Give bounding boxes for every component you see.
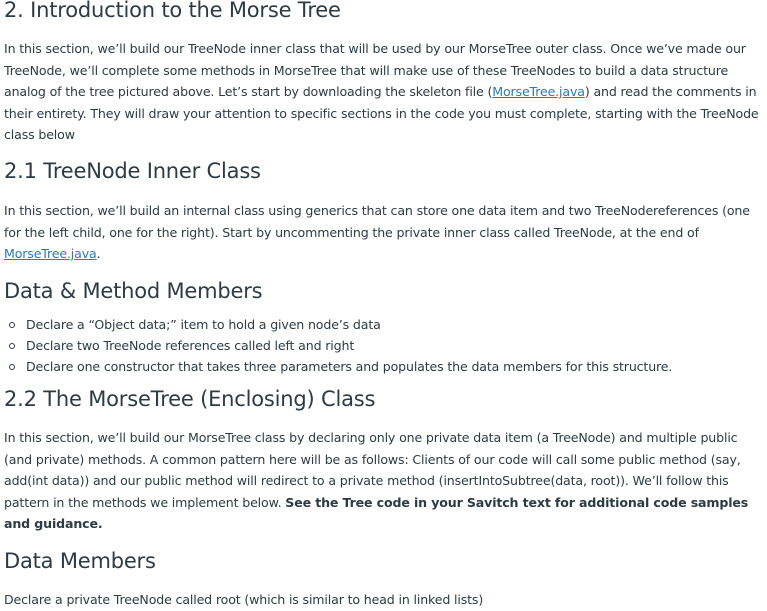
morsetree-bold-note: See the Tree code in your Savitch text for additional code samples and guidance. [4,494,749,532]
list-item: Declare a “Object data;” item to hold a given node’s data [26,314,672,335]
treenode-text-end: . [96,246,101,262]
morsetree-java-link[interactable]: MorseTree.java [492,84,585,100]
paragraph-morsetree [4,427,764,535]
paragraph-introduction [4,38,764,146]
heading-morsetree-class: 2.2 The MorseTree (Enclosing) Class [4,387,376,411]
morsetree-text: In this section, we’ll build our MorseTree class by declaring only one private data item (a TreeNode) and multiple public (and private) methods. A common pattern here will be as follows: Clients of our code will call some public method (say, add(int data)) and our public method will redirect to a private method (insertIntoSubtree(data, root)). We’ll follow this pattern in the methods we implement below. [4,430,741,510]
paragraph-data-members: Declare a private TreeNode called root (which is similar to head in linked lists) [4,592,484,607]
list-item: Declare one constructor that takes three parameters and populates the data members for this structure. [26,356,672,377]
intro-text-start: In this section, we’ll build our TreeNode inner class that will be used by our MorseTree outer class. Once we’ve made our TreeNode, we’ll complete some methods in MorseTree that will make use of these TreeNodes to build a data structure analog of the tree pictured above. Let’s start by downloading the skeleton file ( [4,41,746,100]
heading-data-method-members: Data & Method Members [4,279,263,303]
morsetree-java-link-2[interactable]: MorseTree.java [4,246,97,262]
list-item: Declare two TreeNode references called left and right [26,335,672,356]
heading-data-members: Data Members [4,549,156,573]
heading-introduction: 2. Introduction to the Morse Tree [4,0,341,22]
paragraph-treenode [4,200,764,265]
treenode-text-start: In this section, we’ll build an internal class using generics that can store one data item and two TreeNodereferences (one for the left child, one for the right). Start by uncommenting the private inner class called TreeNode, at the end of [4,203,750,240]
intro-text-end: ) and read the comments in their entirety. They will draw your attention to specific sections in the code you must complete, starting with the TreeNode class below [4,84,759,143]
members-list [4,314,672,377]
heading-treenode-inner-class: 2.1 TreeNode Inner Class [4,159,261,183]
